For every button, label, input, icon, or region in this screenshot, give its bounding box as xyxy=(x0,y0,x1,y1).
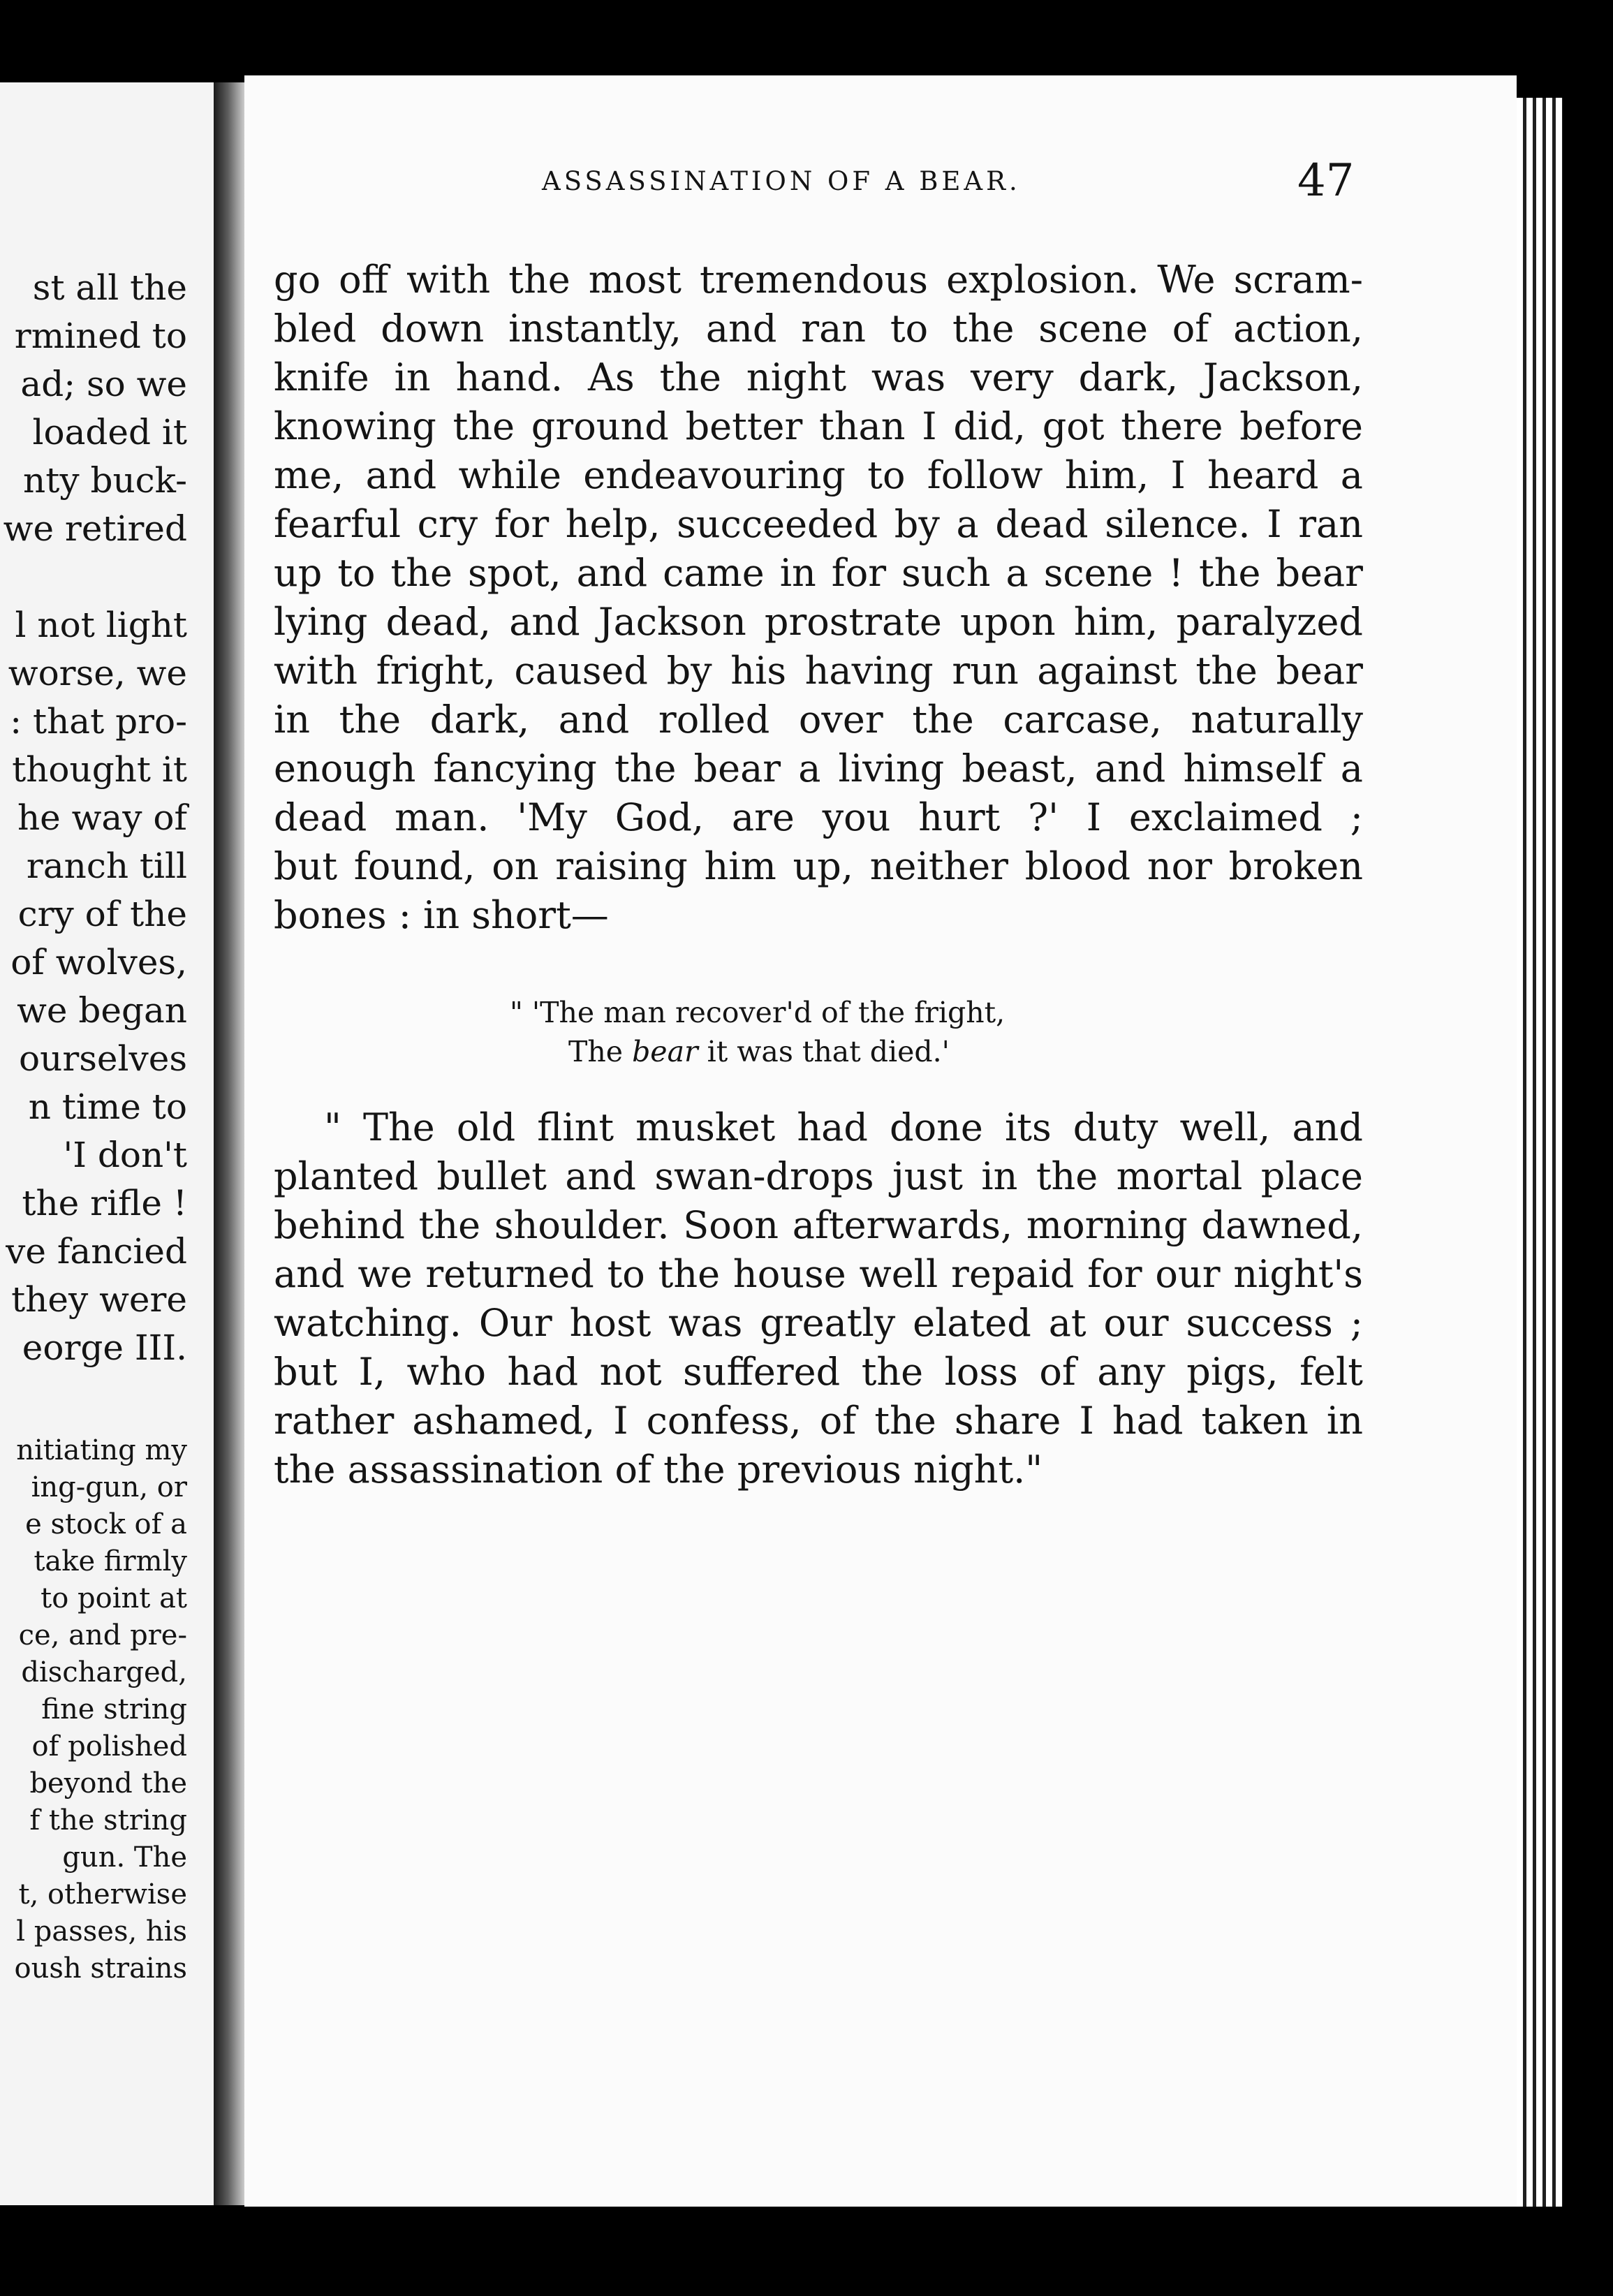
footnote-line: f the string xyxy=(29,1804,187,1837)
footnote-line: discharged, xyxy=(21,1656,187,1688)
text-line xyxy=(3,553,187,601)
text-line: but I, who had not suffered the loss of any pigs, felt xyxy=(274,1350,1363,1394)
text-line: : that pro- xyxy=(10,701,187,742)
text-line: we began xyxy=(17,990,187,1031)
footnote-line: of polished xyxy=(31,1730,187,1763)
text-line: knife in hand. As the night was very dark, Jackson, xyxy=(274,355,1363,399)
text-line: planted bullet and swan-drops just in the mortal place xyxy=(274,1154,1363,1198)
footnote-line: to point at xyxy=(40,1582,187,1614)
text-line: loaded it xyxy=(32,412,187,452)
footnote-line: ce, and pre- xyxy=(18,1619,187,1651)
text-line: go off with the most tremendous explosion. We scram- xyxy=(274,258,1363,302)
footnote-line: fine string xyxy=(41,1693,187,1725)
text-line: bones : in short— xyxy=(274,893,609,937)
footnote-line: t, otherwise xyxy=(18,1878,187,1911)
footnote-line: ing-gun, or xyxy=(31,1471,187,1503)
left-page xyxy=(0,82,214,2205)
text-line: bled down instantly, and ran to the scene of action, xyxy=(274,307,1363,351)
text-line: 'I don't xyxy=(63,1135,187,1175)
footnote-line: oush strains xyxy=(14,1952,187,1985)
text-line: they were xyxy=(11,1279,187,1320)
paragraph-1 xyxy=(274,256,1363,940)
text-line: ranch till xyxy=(26,846,187,886)
text-line: with fright, caused by his having run against the bear xyxy=(274,649,1363,693)
running-title: ASSASSINATION OF A BEAR. xyxy=(542,166,1021,196)
footnote-line: nitiating my xyxy=(16,1434,187,1466)
text-line: dead man. 'My God, are you hurt ?' I exclaimed ; xyxy=(274,795,1363,839)
verse-line-2 xyxy=(510,1032,1005,1071)
text-line: eorge III. xyxy=(22,1327,187,1368)
text-line: the assassination of the previous night." xyxy=(274,1448,1043,1492)
verse-text: The xyxy=(568,1035,633,1068)
text-line: fearful cry for help, succeeded by a dead silence. I ran xyxy=(274,502,1363,546)
text-line: l not light xyxy=(15,605,187,645)
verse-quotation xyxy=(510,993,1005,1071)
text-line: enough fancying the bear a living beast, and himself a xyxy=(274,746,1363,790)
page-edges xyxy=(1517,98,1563,2207)
footnote-line: l passes, his xyxy=(16,1915,187,1948)
text-line: nty buck- xyxy=(23,460,187,501)
text-line: of wolves, xyxy=(10,942,187,983)
verse-line-1: " 'The man recover'd of the fright, xyxy=(510,996,1006,1029)
text-line: cry of the xyxy=(17,894,187,934)
text-line: rmined to xyxy=(14,316,187,356)
footnote-line: gun. The xyxy=(62,1841,187,1874)
text-line: and we returned to the house well repaid for our night's xyxy=(274,1252,1363,1296)
footnote-line: take firmly xyxy=(34,1545,187,1577)
text-line: he way of xyxy=(17,797,187,838)
footnote-line: e stock of a xyxy=(25,1508,187,1540)
text-line: me, and while endeavouring to follow him, I heard a xyxy=(274,453,1363,497)
text-line: up to the spot, and came in for such a scene ! the bear xyxy=(274,551,1363,595)
footnote-line: beyond the xyxy=(29,1767,187,1800)
verse-italic-word: bear xyxy=(632,1035,698,1068)
text-line: n time to xyxy=(28,1087,187,1127)
left-page-text xyxy=(3,264,187,1987)
text-line: ve fancied xyxy=(6,1231,187,1272)
text-line: knowing the ground better than I did, got there before xyxy=(274,404,1363,448)
text-line: ad; so we xyxy=(20,364,187,404)
text-line: but found, on raising him up, neither blood nor broken xyxy=(274,844,1363,888)
text-line: we retired xyxy=(3,508,187,549)
verse-text: it was that died.' xyxy=(698,1035,950,1068)
text-line: rather ashamed, I confess, of the share I had taken in xyxy=(274,1399,1363,1443)
text-line: thought it xyxy=(12,749,187,790)
text-line: behind the shoulder. Soon afterwards, morning dawned, xyxy=(274,1203,1363,1247)
paragraph-2 xyxy=(274,1103,1363,1494)
text-line: watching. Our host was greatly elated at our success ; xyxy=(274,1301,1363,1345)
text-line: worse, we xyxy=(8,653,187,693)
text-line: " The old flint musket had done its duty well, and xyxy=(324,1105,1363,1149)
page-number: 47 xyxy=(1297,155,1355,207)
text-line: lying dead, and Jackson prostrate upon him, paralyzed xyxy=(274,600,1363,644)
text-line: the rifle ! xyxy=(22,1183,187,1223)
text-line: ourselves xyxy=(19,1038,187,1079)
text-line: st all the xyxy=(32,267,187,308)
text-line: in the dark, and rolled over the carcase, naturally xyxy=(274,698,1363,742)
